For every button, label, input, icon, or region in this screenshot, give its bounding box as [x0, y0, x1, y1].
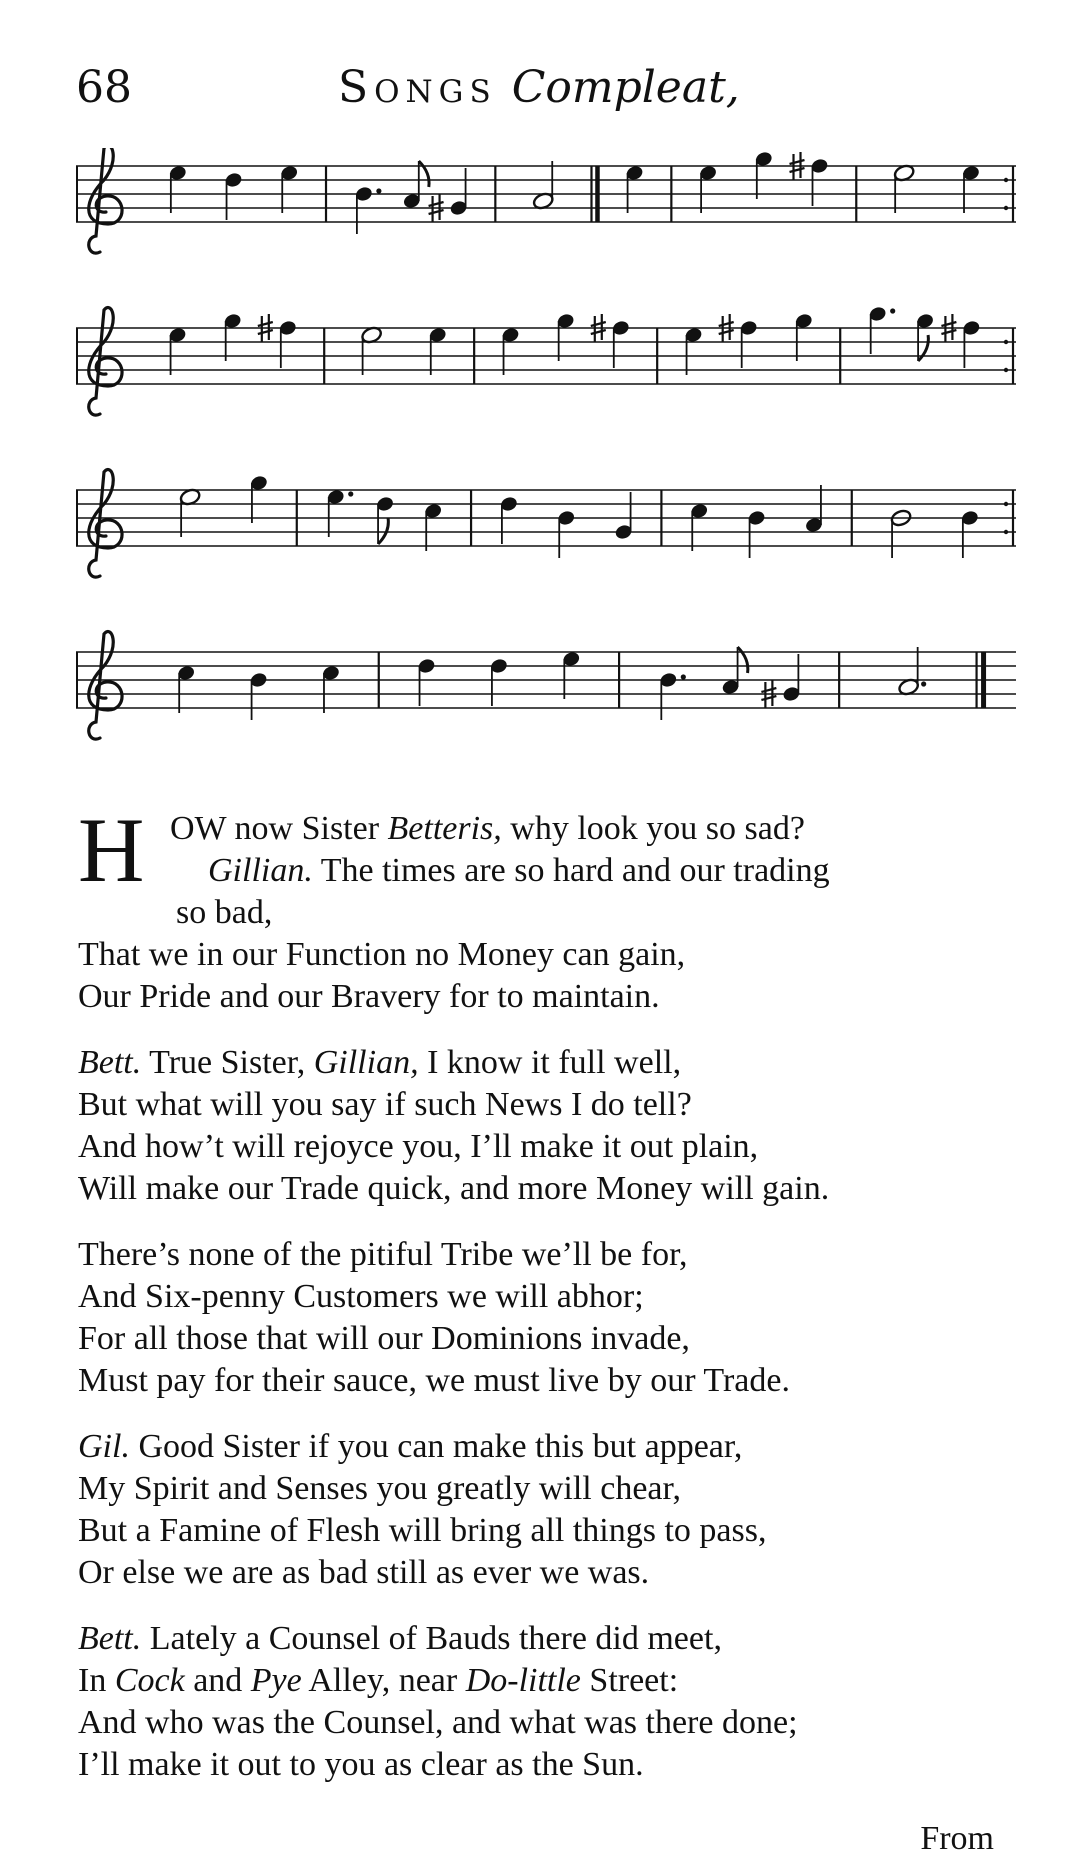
note-flag: [419, 161, 429, 187]
dot: [921, 681, 926, 686]
song-lyrics: [78, 799, 1018, 1860]
note-flag: [738, 647, 748, 673]
stanza-gap: [78, 1786, 1018, 1810]
text-run: Street:: [580, 1662, 679, 1699]
lyric-line: [78, 1126, 1018, 1168]
note-flag: [918, 335, 928, 361]
text-run: And how’t will rejoyce you, I’ll make it out plain,: [78, 1128, 759, 1165]
catchword: From: [920, 1820, 994, 1857]
italic-text: Bett.: [78, 1620, 142, 1657]
stanza: [78, 1234, 1018, 1402]
lyric-line: [78, 934, 1018, 976]
stanza-gap: [78, 1594, 1018, 1618]
lyric-line: [78, 1042, 1018, 1084]
italic-text: Gillian,: [313, 1044, 419, 1081]
text-run: Will make our Trade quick, and more Money will gain.: [78, 1170, 830, 1207]
italic-text: Bett.: [78, 1044, 142, 1081]
treble-clef-icon: [89, 308, 122, 416]
repeat-dot: [1004, 178, 1008, 182]
stanza: [78, 1042, 1018, 1210]
text-run: And Six-penny Customers we will abhor;: [78, 1278, 644, 1315]
text-run: The times are so hard and our trading: [312, 852, 830, 889]
text-run: OW now Sister: [170, 810, 388, 847]
text-run: why look you so sad?: [501, 810, 805, 847]
opening-lines: [78, 799, 1018, 934]
italic-text: Betteris,: [387, 810, 502, 847]
lyric-line: [78, 1234, 1018, 1276]
music-score: [76, 148, 1016, 788]
text-run: True Sister,: [141, 1044, 314, 1081]
treble-clef-icon: [89, 148, 122, 253]
text-run: Lately a Counsel of Bauds there did meet,: [141, 1620, 722, 1657]
dot: [376, 188, 381, 193]
text-run: Alley, near: [301, 1662, 466, 1699]
italic-text: Gil.: [78, 1428, 130, 1465]
stanza: [78, 799, 1018, 1018]
text-run: But what will you say if such News I do tell?: [78, 1086, 692, 1123]
text-run: For all those that will our Dominions invade,: [78, 1320, 690, 1357]
repeat-dot: [1004, 206, 1008, 210]
italic-text: Gillian.: [208, 852, 313, 889]
lyric-line: [78, 1276, 1018, 1318]
text-run: Must pay for their sauce, we must live by our Trade.: [78, 1362, 790, 1399]
repeat-dot: [1004, 368, 1008, 372]
stanza-gap: [78, 1210, 1018, 1234]
text-run: and: [184, 1662, 251, 1699]
italic-text: Do-little: [465, 1662, 581, 1699]
lyric-line: [176, 892, 272, 934]
stanza-gap: [78, 1402, 1018, 1426]
text-run: In: [78, 1662, 115, 1699]
note-flag: [378, 518, 388, 544]
lyric-line: [78, 1084, 1018, 1126]
stanza: [78, 1618, 1018, 1786]
text-run: I know it full well,: [418, 1044, 682, 1081]
running-title-italic: Compleat,: [511, 62, 740, 113]
lyric-line: [78, 1318, 1018, 1360]
text-run: I’ll make it out to you as clear as the Sun.: [78, 1746, 644, 1783]
text-run: But a Famine of Flesh will bring all things to pass,: [78, 1512, 767, 1549]
drop-cap: H: [78, 799, 145, 901]
running-header: [76, 62, 1016, 122]
lyric-line: [208, 850, 830, 892]
italic-text: Cock: [114, 1662, 185, 1699]
repeat-dot: [1004, 530, 1008, 534]
text-run: And who was the Counsel, and what was there done;: [78, 1704, 798, 1741]
lyric-line: [78, 1660, 1018, 1702]
running-title-caps: Songs: [338, 62, 497, 113]
page-number: 68: [76, 62, 132, 113]
italic-text: Pye: [250, 1662, 302, 1699]
music-notation: [76, 148, 1016, 788]
dot: [890, 308, 895, 313]
text-run: so bad,: [176, 894, 273, 931]
lyric-line: [78, 1744, 1018, 1786]
lyric-line: [170, 808, 805, 850]
text-run: My Spirit and Senses you greatly will chear,: [78, 1470, 681, 1507]
treble-clef-icon: [89, 470, 122, 578]
lyric-line: [78, 1468, 1018, 1510]
dot: [681, 674, 686, 679]
dot: [348, 491, 353, 496]
lyric-line: [78, 1426, 1018, 1468]
repeat-dot: [1004, 340, 1008, 344]
text-run: That we in our Function no Money can gain,: [78, 936, 686, 973]
running-title: [338, 62, 740, 113]
lyric-line: [78, 1552, 1018, 1594]
lyric-line: [78, 1510, 1018, 1552]
lyric-line: [78, 976, 1018, 1018]
text-run: Our Pride and our Bravery for to maintain.: [78, 978, 660, 1015]
text-run: Good Sister if you can make this but appear,: [129, 1428, 743, 1465]
lyric-line: [78, 1618, 1018, 1660]
stanza: [78, 1426, 1018, 1594]
lyric-line: [78, 1702, 1018, 1744]
lyric-line: [78, 1360, 1018, 1402]
text-run: There’s none of the pitiful Tribe we’ll be for,: [78, 1236, 688, 1273]
text-run: Or else we are as bad still as ever we was.: [78, 1554, 650, 1591]
stanza-gap: [78, 1018, 1018, 1042]
treble-clef-icon: [89, 632, 122, 740]
repeat-dot: [1004, 502, 1008, 506]
lyric-line: [78, 1168, 1018, 1210]
